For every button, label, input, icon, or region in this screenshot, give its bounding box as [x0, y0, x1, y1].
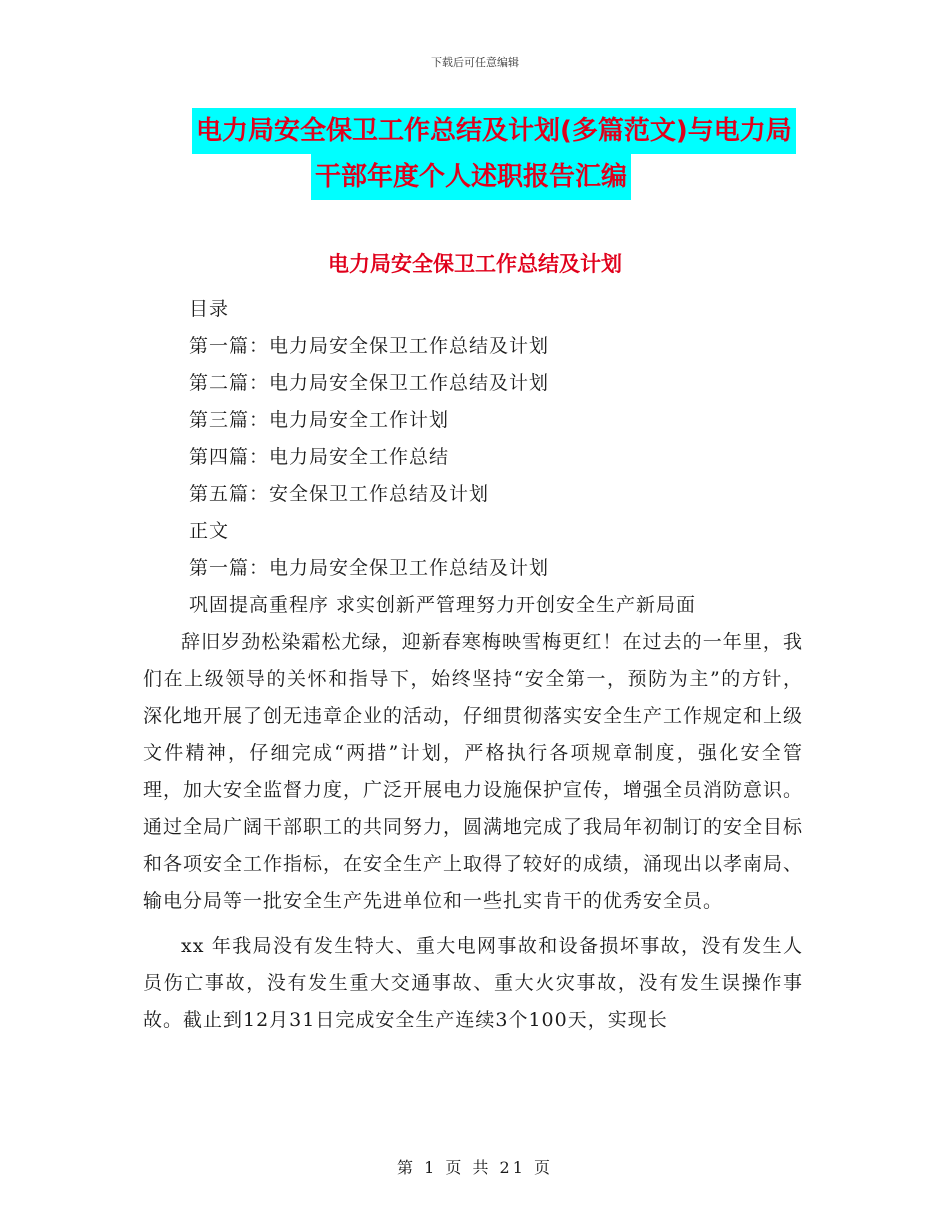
title-line-2: 干部年度个人述职报告汇编 [311, 154, 631, 200]
body-paragraph: xx 年我局没有发生特大、重大电网事故和设备损坏事故，没有发生人员伤亡事故，没有发生重大交通事故、重大火灾事故，没有发生误操作事故。截止到12月31日完成安全生产连续3个100天，实现长 [143, 935, 803, 1031]
toc-item: 第一篇：电力局安全保卫工作总结及计划 [189, 335, 550, 357]
page-footer: 第 1 页 共 21 页 [397, 1158, 553, 1177]
toc-item: 第五篇：安全保卫工作总结及计划 [189, 483, 490, 505]
document-title [192, 108, 812, 200]
toc-heading: 目录 [189, 298, 230, 320]
section-title: 电力局安全保卫工作总结及计划 [328, 252, 622, 276]
header-note: 下载后可任意编辑 [431, 56, 519, 69]
article-subtitle: 巩固提高重程序 求实创新严管理努力开创安全生产新局面 [189, 594, 697, 616]
toc-item: 第四篇：电力局安全工作总结 [189, 446, 450, 468]
body-paragraph: 辞旧岁劲松染霜松尤绿，迎新春寒梅映雪梅更红！在过去的一年里，我们在上级领导的关怀和指导下，始终坚持“安全第一，预防为主”的方针，深化地开展了创无违章企业的活动，仔细贯彻落实安全生产工作规定和上级文件精神，仔细完成“两措”计划，严格执行各项规章制度，强化安全管理，加大安全监督力度，广泛开展电力设施保护宣传，增强全员消防意识。通过全局广阔干部职工的共同努力，圆满地完成了我局年初制订的安全目标和各项安全工作指标，在安全生产上取得了较好的成绩，涌现出以孝南局、输电分局等一批安全生产先进单位和一些扎实肯干的优秀安全员。 [143, 631, 804, 912]
article-heading: 第一篇：电力局安全保卫工作总结及计划 [189, 557, 550, 579]
toc-item: 第二篇：电力局安全保卫工作总结及计划 [189, 372, 550, 394]
body-label: 正文 [189, 520, 230, 542]
toc-item: 第三篇：电力局安全工作计划 [189, 409, 450, 431]
document-body [143, 291, 803, 1039]
title-line-1: 电力局安全保卫工作总结及计划(多篇范文)与电力局 [192, 108, 796, 154]
